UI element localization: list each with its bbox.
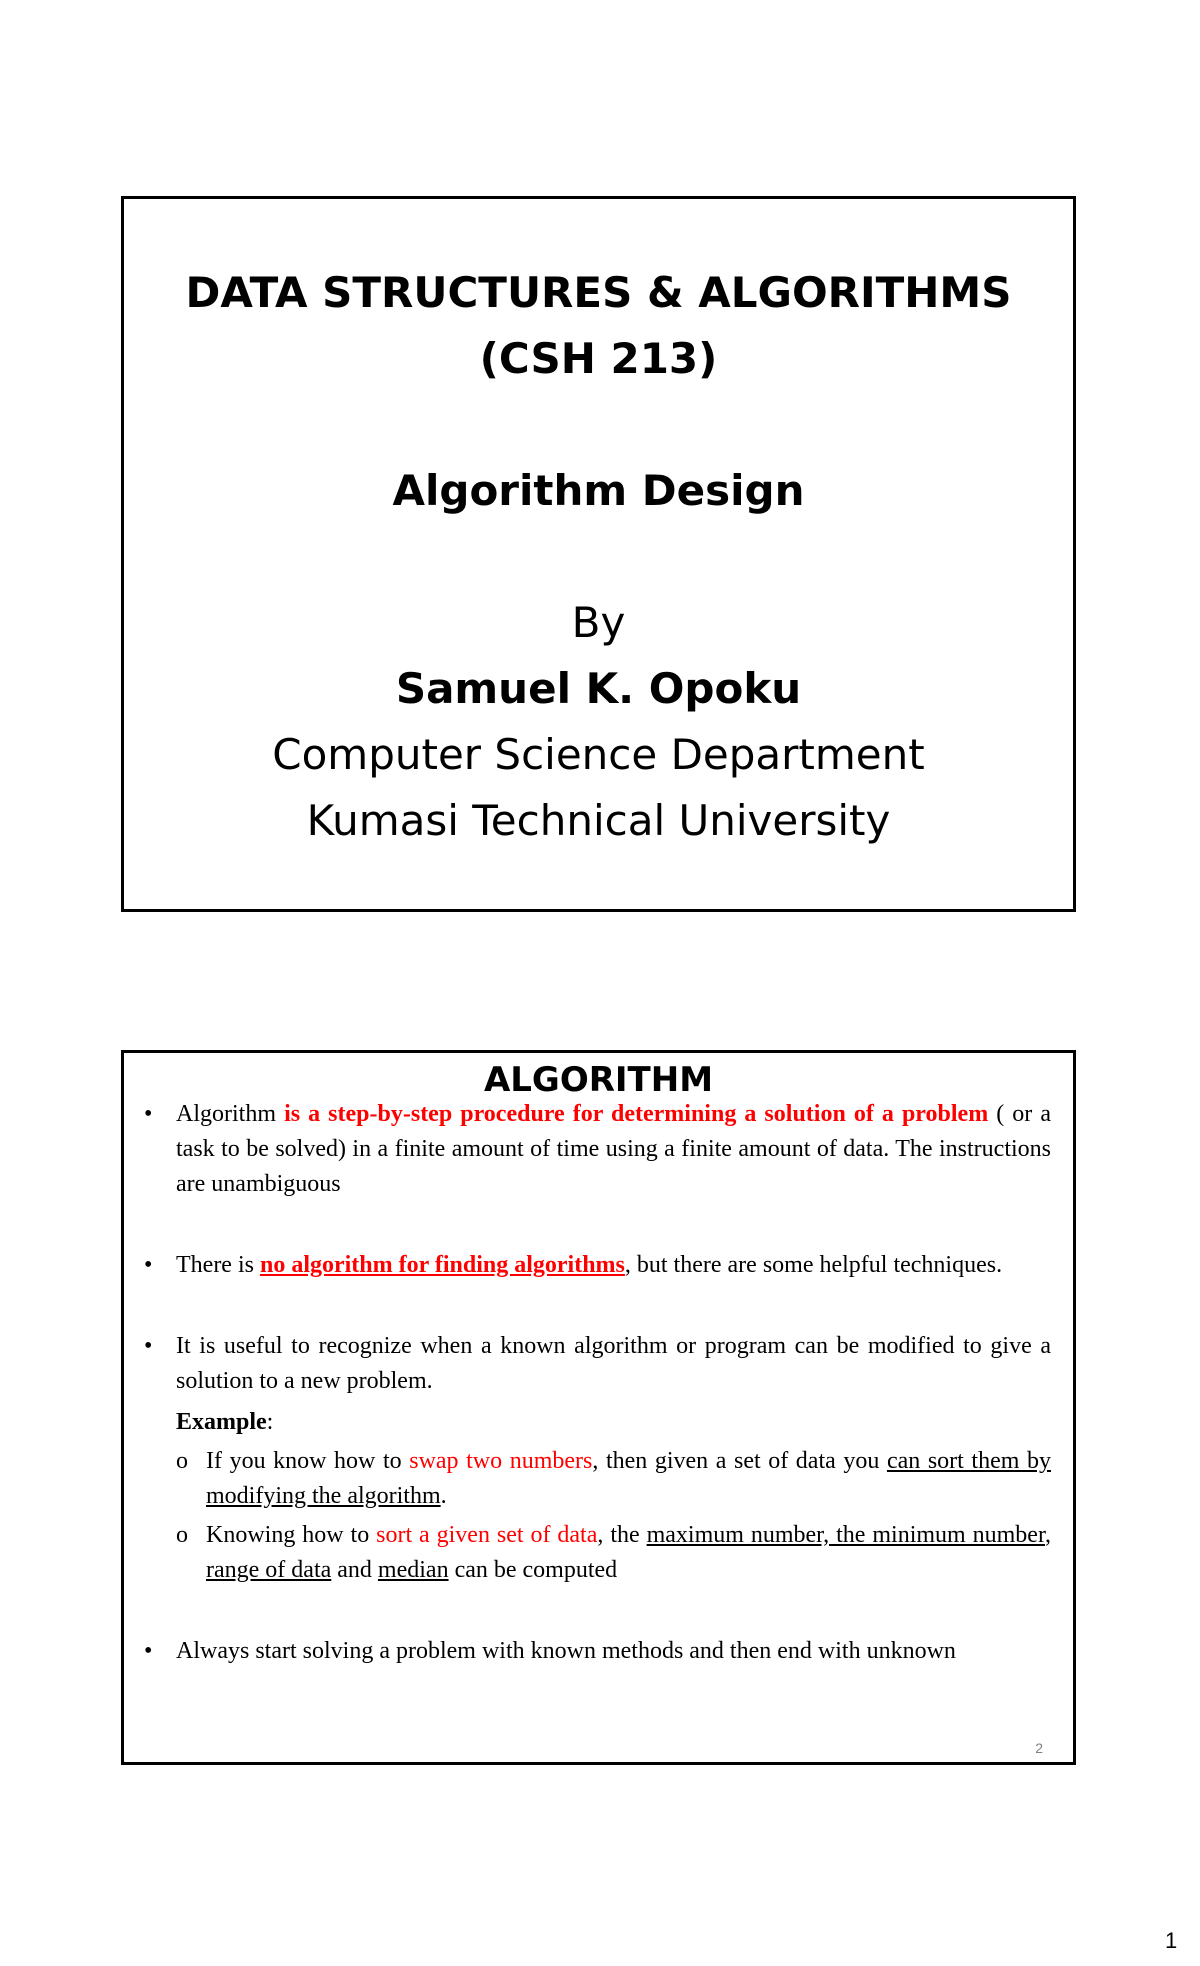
university: Kumasi Technical University: [306, 796, 891, 845]
text: , but there are some helpful techniques.: [624, 1252, 1003, 1278]
text: .: [440, 1483, 447, 1509]
text: :: [266, 1409, 274, 1435]
bullet-marker: •: [144, 1333, 153, 1359]
text: It is useful to recognize when a known algorithm or program can be modified to give a solution to a new problem.: [176, 1333, 1051, 1394]
text: , then given a set of data you: [592, 1448, 887, 1474]
bullet-marker: •: [144, 1638, 153, 1664]
algorithm-slide: [121, 1050, 1076, 1765]
text: Knowing how to: [206, 1522, 377, 1548]
course-code: (CSH 213): [479, 334, 718, 383]
bullet-marker: •: [144, 1101, 153, 1127]
page-number: 1: [1165, 1928, 1178, 1953]
example-label: Example: [176, 1409, 267, 1435]
underline-range: range of data: [206, 1557, 332, 1583]
underline-sort: can sort them by modifying the algorithm: [206, 1448, 1051, 1509]
example-sort: [144, 1518, 1051, 1588]
title-slide: [121, 196, 1076, 912]
text: If you know how to: [206, 1448, 410, 1474]
underline-max-min: maximum number, the minimum number: [646, 1522, 1045, 1548]
example-swap: [144, 1444, 1051, 1514]
by-label: By: [571, 598, 626, 647]
topic-title: Algorithm Design: [392, 466, 805, 515]
course-title: DATA STRUCTURES & ALGORITHMS: [185, 268, 1012, 317]
highlight-sort: sort a given set of data: [376, 1522, 598, 1548]
slide-body: [144, 1097, 1051, 1669]
text: ( or a task to be solved) in a finite amount of time using a finite amount of data. The instructions are unambiguous: [176, 1101, 1051, 1197]
bullet-recognize: [144, 1329, 1051, 1399]
bullet-known-methods: [144, 1634, 1051, 1669]
text: ,: [1045, 1522, 1051, 1548]
sub-bullet-marker: o: [176, 1448, 188, 1474]
text: Always start solving a problem with known methods and then end with unknown: [176, 1638, 956, 1664]
slide-number: 2: [1035, 1740, 1043, 1756]
bullet-no-algorithm: [144, 1248, 1051, 1283]
author-name: Samuel K. Opoku: [395, 664, 802, 713]
underline-median: median: [377, 1557, 449, 1583]
slide-title: ALGORITHM: [483, 1060, 714, 1100]
text: and: [331, 1557, 378, 1583]
example-heading: [144, 1405, 1051, 1440]
sub-bullet-marker: o: [176, 1522, 188, 1548]
highlight-swap: swap two numbers: [409, 1448, 593, 1474]
text: Algorithm: [176, 1101, 285, 1127]
bullet-marker: •: [144, 1252, 153, 1278]
highlight-no-algorithm: no algorithm for finding algorithms: [259, 1252, 625, 1278]
department: Computer Science Department: [272, 730, 925, 779]
text: can be computed: [448, 1557, 618, 1583]
text: There is: [176, 1252, 260, 1278]
bullet-definition: [144, 1097, 1051, 1202]
text: , the: [597, 1522, 647, 1548]
highlight-definition: is a step-by-step procedure for determining a solution of a problem: [284, 1101, 989, 1127]
